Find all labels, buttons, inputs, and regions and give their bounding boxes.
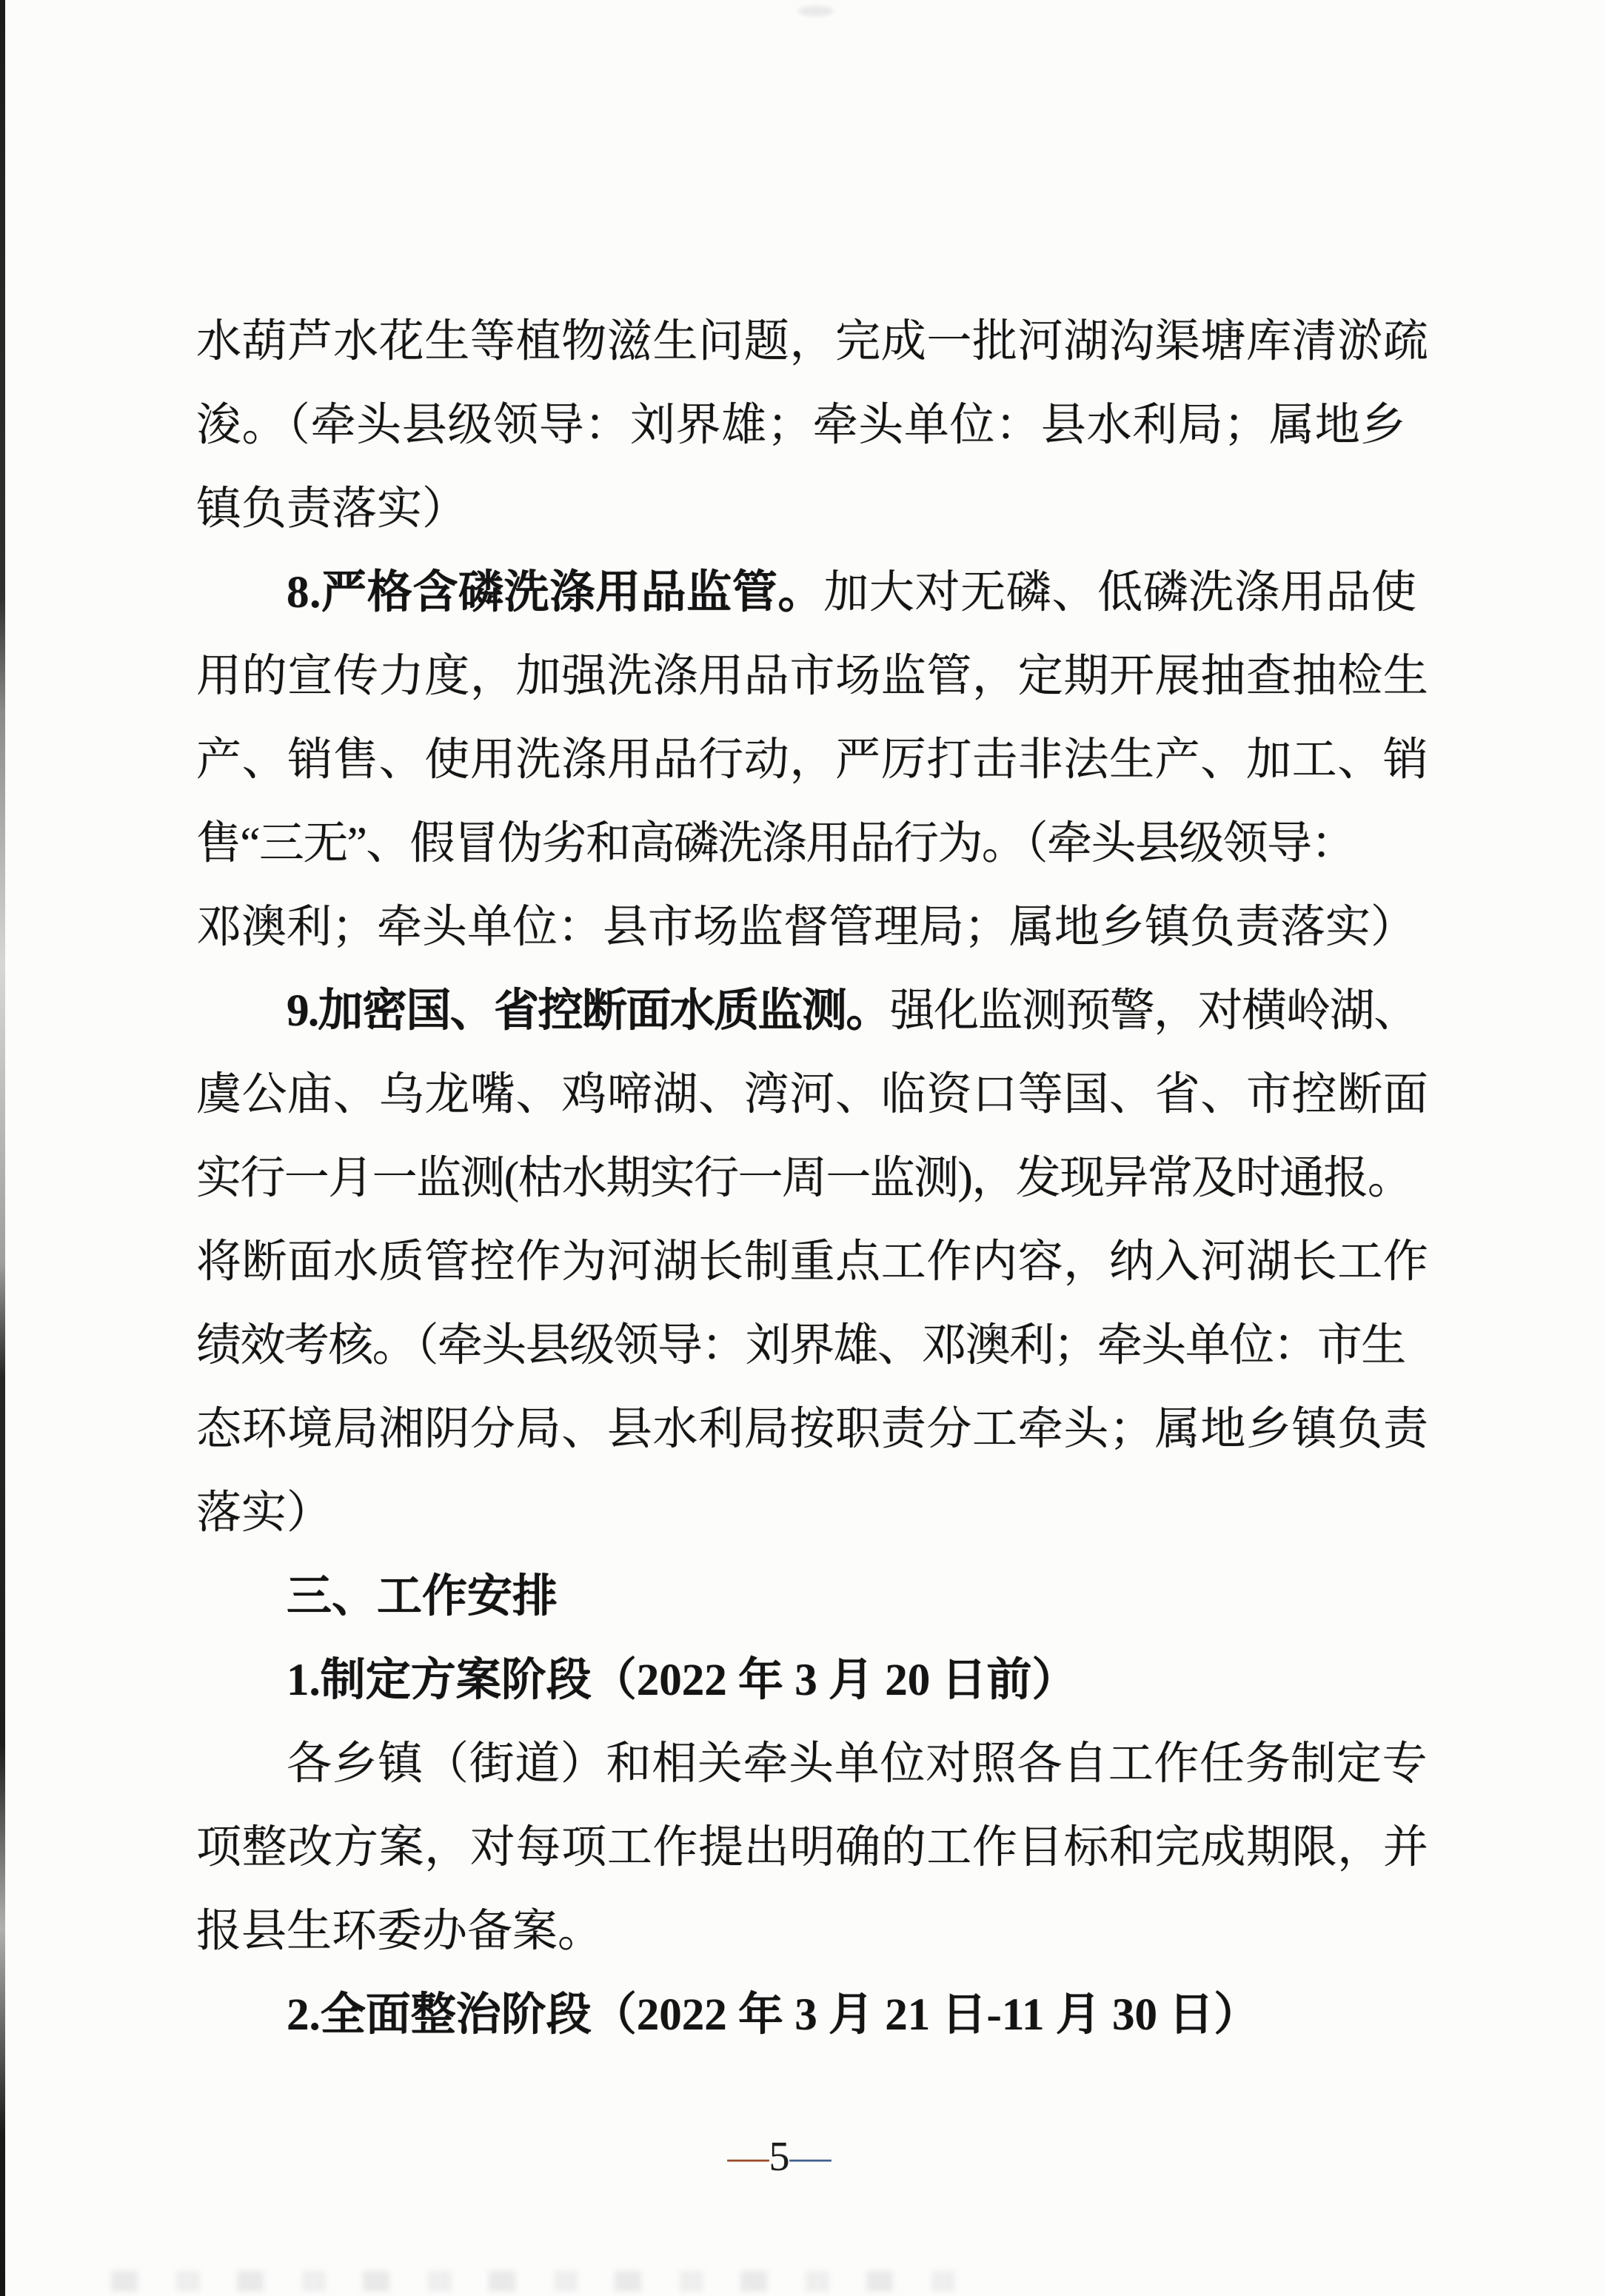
text-line (196, 1388, 1429, 1471)
text-line (196, 551, 1429, 635)
body-text: 将断面水质管控作为河湖长制重点工作内容，纳入河湖长工作 (196, 1237, 1429, 1287)
body-text: 用的宣传力度，加强洗涤用品市场监管，定期开展抽查抽检生 (196, 652, 1429, 701)
bold-text: 1.制定方案阶段（2022 年 3 月 20 日前） (287, 1656, 1077, 1705)
document-body (196, 300, 1429, 2057)
text-line (196, 718, 1429, 802)
body-text: 邓澳利；牵头单位：县市场监督管理局；属地乡镇负责落实） (196, 903, 1416, 952)
scan-edge-artifact (0, 0, 5, 2296)
body-text: 产、销售、使用洗涤用品行动，严厉打击非法生产、加工、销 (196, 735, 1429, 785)
text-line (196, 300, 1429, 384)
body-text: 售“三无”、假冒伪劣和高磷洗涤用品行为。（牵头县级领导： (196, 819, 1355, 868)
text-line (196, 1639, 1429, 1722)
text-line (196, 1890, 1429, 1973)
body-text: 实行一月一监测(枯水期实行一周一监测)，发现异常及时通报。 (196, 1154, 1412, 1203)
text-line (196, 1220, 1429, 1304)
text-line (196, 969, 1429, 1053)
text-line (196, 1973, 1429, 2057)
body-text: 项整改方案，对每项工作提出明确的工作目标和完成期限，并 (196, 1823, 1429, 1872)
text-line (196, 886, 1429, 969)
text-line (196, 384, 1429, 467)
scan-bleedthrough-noise (111, 2271, 985, 2292)
bold-text: 8.严格含磷洗涤用品监管。 (287, 568, 824, 617)
text-line (196, 1722, 1429, 1806)
page-footer (163, 2131, 1396, 2183)
body-text: 落实） (196, 1488, 332, 1538)
footer-dash-right: — (789, 2134, 832, 2180)
scan-smudge (798, 6, 834, 16)
body-text: 虞公庙、乌龙嘴、鸡啼湖、湾河、临资口等国、省、市控断面 (196, 1070, 1429, 1119)
text-line (196, 1471, 1429, 1555)
text-line (196, 467, 1429, 551)
body-text: 态环境局湘阴分局、县水利局按职责分工牵头；属地乡镇负责 (196, 1405, 1429, 1454)
bold-text: 三、工作安排 (287, 1572, 558, 1621)
text-line (196, 1053, 1429, 1137)
text-line (196, 1555, 1429, 1639)
body-text: 浚。（牵头县级领导：刘界雄；牵头单位：县水利局；属地乡 (196, 401, 1407, 450)
footer-dash-left: — (727, 2134, 769, 2180)
page-number: 5 (769, 2134, 790, 2180)
bold-text: 2.全面整治阶段（2022 年 3 月 21 日-11 月 30 日） (287, 1990, 1259, 2040)
body-text: 水葫芦水花生等植物滋生问题，完成一批河湖沟渠塘库清淤疏 (196, 317, 1429, 367)
text-line (196, 1806, 1429, 1890)
body-text: 绩效考核。（牵头县级领导：刘界雄、邓澳利；牵头单位：市生 (196, 1321, 1405, 1370)
text-line (196, 635, 1429, 718)
body-text: 强化监测预警，对横岭湖、 (889, 986, 1418, 1036)
body-text: 加大对无磷、低磷洗涤用品使 (823, 568, 1417, 617)
text-line (196, 802, 1429, 886)
body-text: 报县生环委办备案。 (196, 1907, 603, 1956)
body-text: 各乡镇（街道）和相关牵头单位对照各自工作任务制定专 (287, 1739, 1428, 1789)
body-text: 镇负责落实） (196, 484, 468, 534)
bold-text: 9.加密国、省控断面水质监测。 (287, 986, 890, 1036)
text-line (196, 1304, 1429, 1388)
text-line (196, 1137, 1429, 1220)
